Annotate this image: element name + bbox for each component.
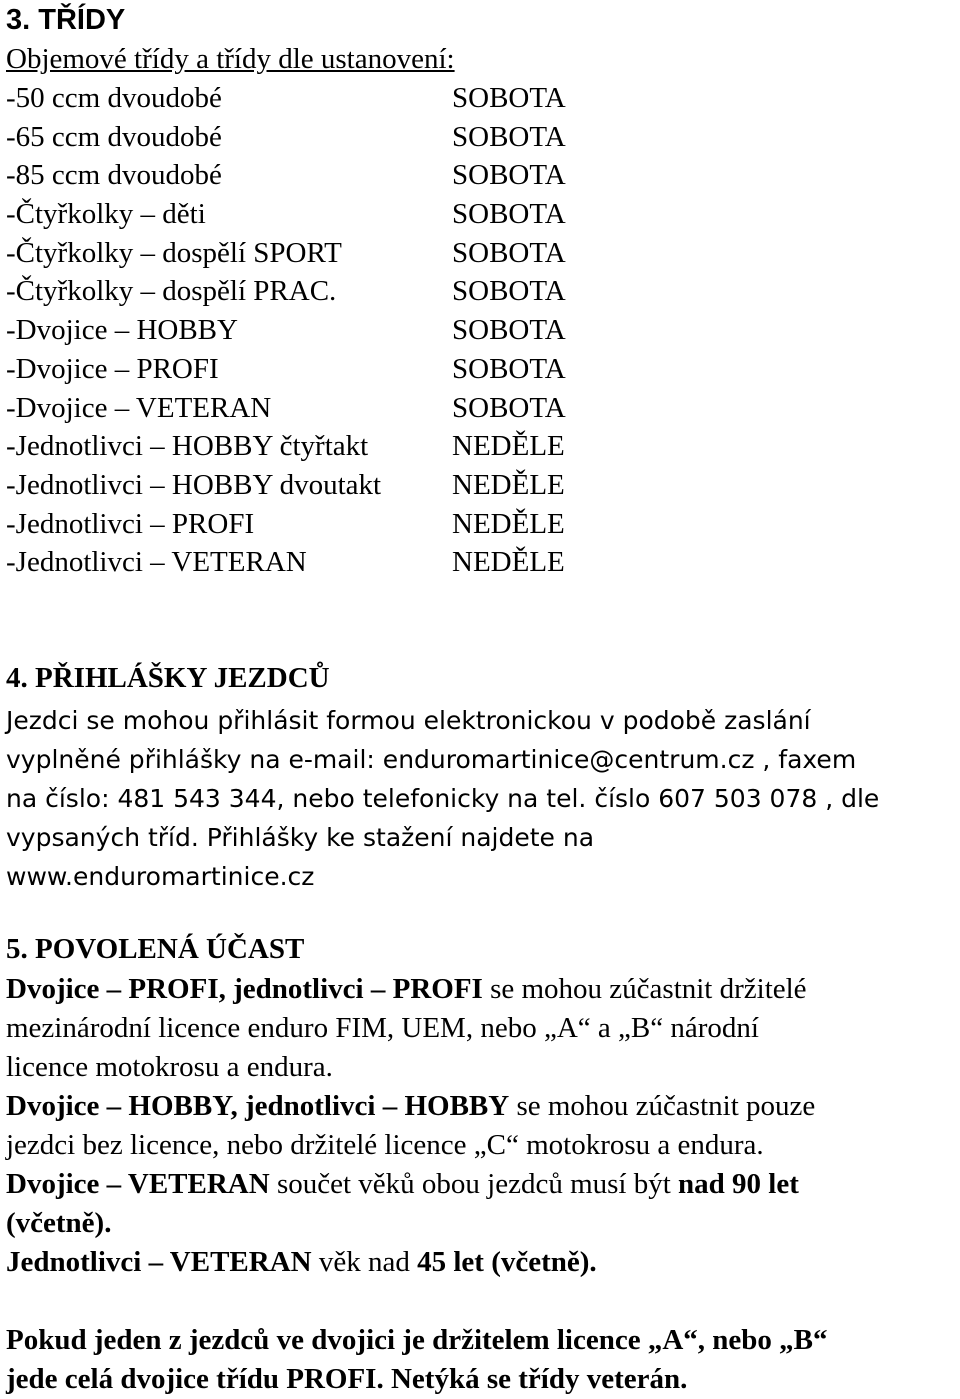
class-row xyxy=(6,312,706,351)
class-name: -Jednotlivci – VETERAN xyxy=(6,546,307,579)
profi-rule-text: se mohou zúčastnit držitelé xyxy=(482,973,807,1005)
veteran-single-rule-line xyxy=(6,1243,958,1282)
veteran-pair-age: nad 90 let xyxy=(678,1168,799,1200)
section-3-title: 3. TŘÍDY xyxy=(6,4,126,36)
class-name: -Čtyřkolky – dospělí SPORT xyxy=(6,236,342,269)
class-name: -Jednotlivci – HOBBY dvoutakt xyxy=(6,468,382,501)
hobby-rule-line xyxy=(6,1087,958,1126)
veteran-pair-bold: Dvojice – VETERAN xyxy=(6,1168,270,1200)
section-4-line: na číslo: 481 543 344, nebo telefonicky na tel. číslo 607 503 078 , dle xyxy=(6,784,880,813)
profi-rule-bold: Dvojice – PROFI, jednotlivci – PROFI xyxy=(6,973,483,1005)
class-day: SOBOTA xyxy=(452,120,566,153)
hobby-rule-bold: Dvojice – HOBBY, jednotlivci – HOBBY xyxy=(6,1090,510,1122)
class-name: -Jednotlivci – PROFI xyxy=(6,507,255,540)
veteran-pair-text: součet věků obou jezdců musí být xyxy=(269,1168,679,1200)
veteran-single-age: 45 let (včetně). xyxy=(417,1246,597,1278)
class-row xyxy=(6,196,706,235)
class-day: NEDĚLE xyxy=(452,430,565,463)
veteran-pair-rule-line xyxy=(6,1165,958,1204)
class-row xyxy=(6,157,706,196)
class-day: NEDĚLE xyxy=(452,468,565,501)
veteran-pair-rule-line-2 xyxy=(6,1204,958,1243)
class-day: SOBOTA xyxy=(452,236,566,269)
section-4-line: Jezdci se mohou přihlásit formou elektronickou v podobě zaslání xyxy=(6,706,811,735)
class-row xyxy=(6,467,706,506)
class-day: SOBOTA xyxy=(452,391,566,424)
class-day: NEDĚLE xyxy=(452,507,565,540)
class-name: -85 ccm dvoudobé xyxy=(6,159,222,192)
class-name: -Dvojice – PROFI xyxy=(6,352,219,385)
class-name: -65 ccm dvoudobé xyxy=(6,120,222,153)
class-list xyxy=(6,80,706,583)
final-note-text-2: jede celá dvojice třídu PROFI. Netýká se třídy veterán. xyxy=(6,1363,688,1395)
section-4-body xyxy=(6,701,956,896)
class-name: -Čtyřkolky – dospělí PRAC. xyxy=(6,275,337,308)
section-5-title: 5. POVOLENÁ ÚČAST xyxy=(6,933,305,965)
class-name: -Jednotlivci – HOBBY čtyřtakt xyxy=(6,430,369,463)
class-row xyxy=(6,273,706,312)
class-row xyxy=(6,506,706,545)
section-4-line: vyplněné přihlášky na e-mail: enduromartinice@centrum.cz , faxem xyxy=(6,745,857,774)
class-day: SOBOTA xyxy=(452,275,566,308)
class-day: SOBOTA xyxy=(452,314,566,347)
hobby-rule-text: se mohou zúčastnit pouze xyxy=(509,1090,816,1122)
veteran-single-text: věk nad xyxy=(311,1246,418,1278)
class-day: SOBOTA xyxy=(452,352,566,385)
class-day: NEDĚLE xyxy=(452,546,565,579)
class-row xyxy=(6,390,706,429)
class-row xyxy=(6,351,706,390)
class-day: SOBOTA xyxy=(452,159,566,192)
class-row xyxy=(6,544,706,583)
profi-rule-line-2: mezinárodní licence enduro FIM, UEM, nebo „A“ a „B“ národní xyxy=(6,1012,759,1044)
section-3-subtitle: Objemové třídy a třídy dle ustanovení: xyxy=(6,43,455,75)
class-day: SOBOTA xyxy=(452,82,566,114)
profi-rule-line-3: licence motokrosu a endura. xyxy=(6,1051,333,1083)
hobby-rule-line-2: jezdci bez licence, nebo držitelé licence „C“ motokrosu a endura. xyxy=(6,1129,764,1161)
final-note-line-1 xyxy=(6,1321,958,1360)
section-4-title: 4. PŘIHLÁŠKY JEZDCŮ xyxy=(6,662,330,694)
class-name: -Čtyřkolky – děti xyxy=(6,198,206,231)
section-4-line: vypsaných tříd. Přihlášky ke stažení najdete na xyxy=(6,823,595,852)
class-row xyxy=(6,428,706,467)
class-name: -50 ccm dvoudobé xyxy=(6,82,222,114)
class-row xyxy=(6,119,706,158)
section-4-line: www.enduromartinice.cz xyxy=(6,862,315,891)
class-name: -Dvojice – HOBBY xyxy=(6,314,238,347)
profi-rule-line xyxy=(6,970,958,1009)
class-row xyxy=(6,80,706,119)
veteran-single-bold: Jednotlivci – VETERAN xyxy=(6,1246,312,1278)
final-note xyxy=(6,1321,958,1399)
class-row xyxy=(6,235,706,274)
class-day: SOBOTA xyxy=(452,198,566,231)
veteran-pair-inclusive: (včetně). xyxy=(6,1207,112,1239)
final-note-line-2 xyxy=(6,1360,958,1399)
section-5-body xyxy=(6,970,958,1282)
class-name: -Dvojice – VETERAN xyxy=(6,391,272,424)
final-note-text-1: Pokud jeden z jezdců ve dvojici je držitelem licence „A“, nebo „B“ xyxy=(6,1324,828,1356)
